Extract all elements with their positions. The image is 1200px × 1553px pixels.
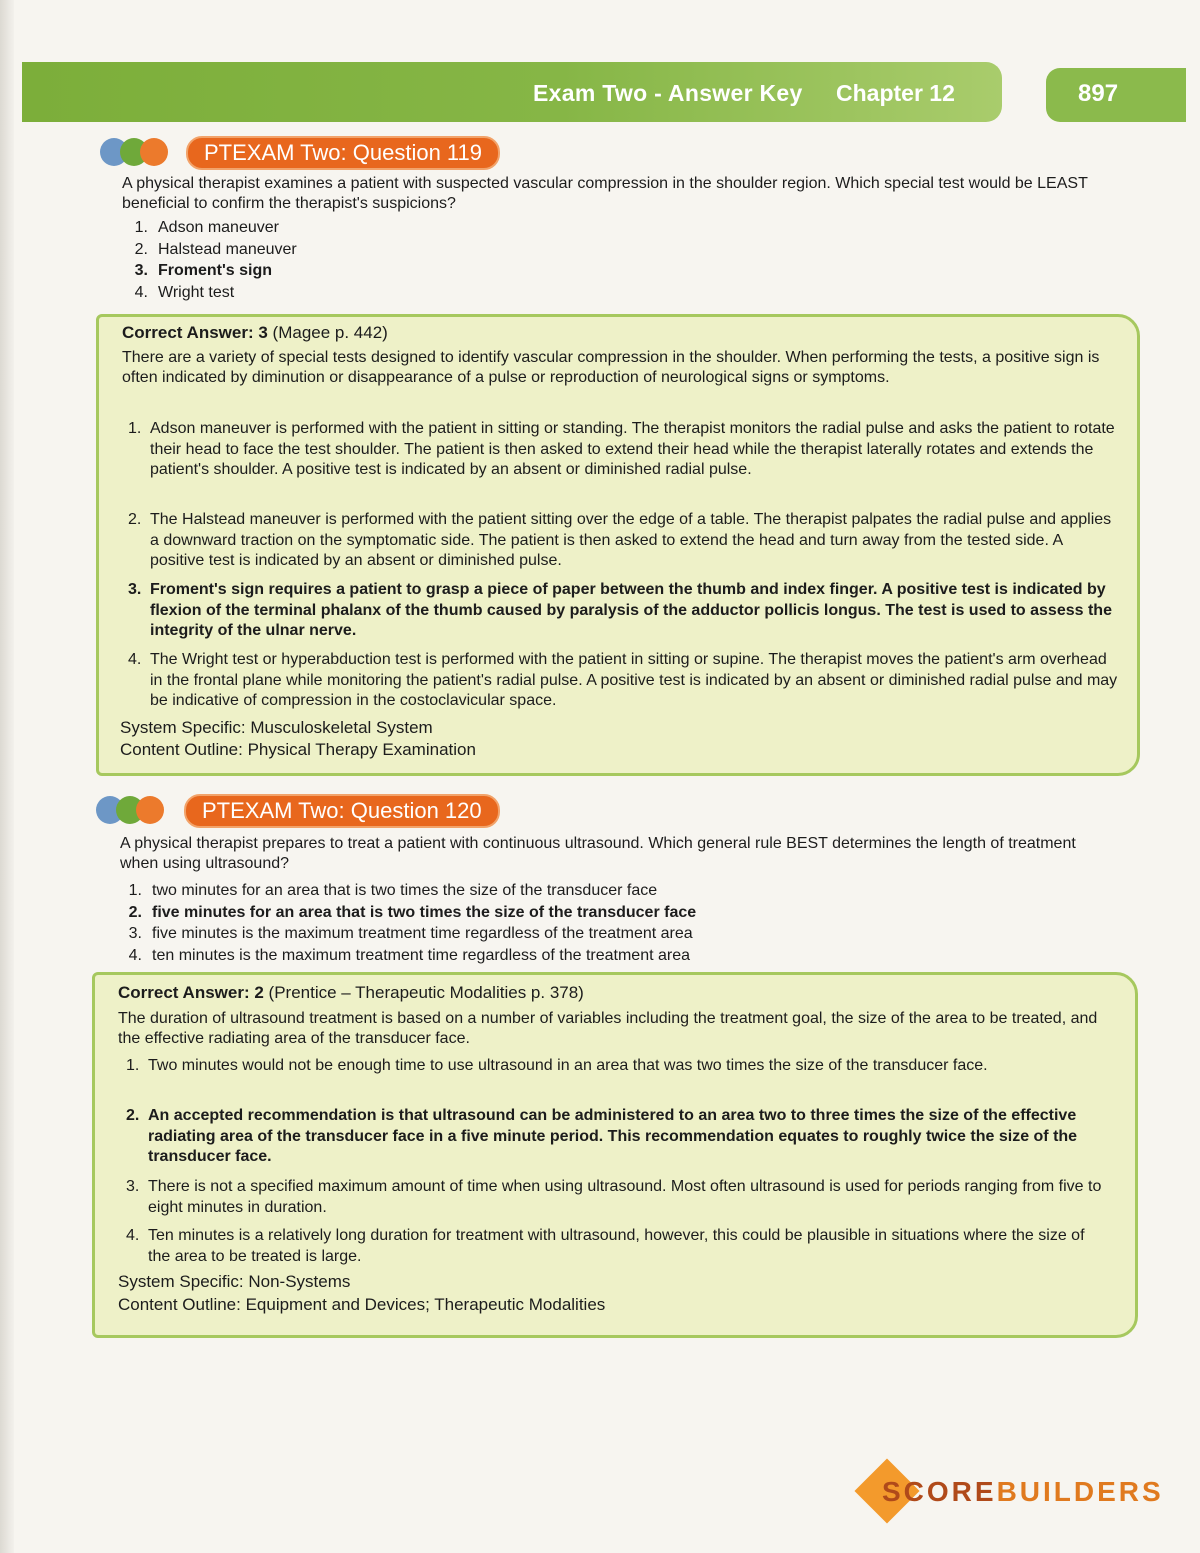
question-119-options: [122, 217, 297, 303]
explanation-item: 4. Ten minutes is a relatively long duration for treatment with ultrasound, however, this could be plausible in situations where the size of the area to be treated is large.: [126, 1227, 1085, 1265]
explanation-item: 4. The Wright test or hyperabduction test is performed with the patient in sitting or supine. The therapist moves the patient's arm overhead in the frontal plane while monitoring the patient's radial pulse. A positive test is indicated by an absent or diminished radial pulse and may be indicative of compression in the costoclavicular space.: [128, 651, 1118, 709]
question-120-options: [116, 880, 696, 966]
option-correct: 2. five minutes for an area that is two times the size of the transducer face: [128, 903, 697, 921]
page-number: 897: [1078, 80, 1119, 107]
explanation-item: 3. There is not a specified maximum amount of time when using ultrasound. Most often ultrasound is used for periods ranging from five to eight minutes in duration.: [126, 1178, 1102, 1216]
explanation-item: 2. The Halstead maneuver is performed with the patient sitting over the edge of a table. The therapist palpates the radial pulse and applies a downward traction on the symptomatic side. The patient is then asked to extend the head and turn away from the tested side. A positive test is indicated by an absent or diminished pulse.: [128, 511, 1112, 569]
question-dots-icon: [100, 136, 180, 166]
system-specific-119: System Specific: Musculoskeletal System: [120, 718, 433, 737]
content-outline-120: Content Outline: Equipment and Devices; Therapeutic Modalities: [118, 1295, 606, 1314]
option: 3. five minutes is the maximum treatment time regardless of the treatment area: [128, 925, 693, 942]
option: 1. two minutes for an area that is two times the size of the transducer face: [128, 882, 658, 899]
question-119-stem: A physical therapist examines a patient with suspected vascular compression in the shoulder region. Which special test would be LEAST beneficial to confirm the therapist's suspicions?: [122, 175, 1088, 212]
option: 4. Wright test: [134, 283, 235, 301]
explanation-item: 1. Two minutes would not be enough time to use ultrasound in an area that was two times the size of the transducer face.: [126, 1057, 988, 1074]
explanation-item-correct: 2. An accepted recommendation is that ultrasound can be administered to an area two to three times the size of the effective radiating area of the transducer face in a five minute period. This recommendation equates to roughly twice the size of the transducer face.: [126, 1107, 1078, 1165]
system-specific-120: System Specific: Non-Systems: [118, 1272, 351, 1291]
explanation-item: 1. Adson maneuver is performed with the patient in sitting or standing. The therapist monitors the radial pulse and asks the patient to rotate their head to face the test shoulder. The patient is then asked to extend their head while the therapist laterally rotates and extends the patient's shoulder. A positive test is indicated by an absent or diminished radial pulse.: [128, 420, 1115, 478]
answer-120-heading: Correct Answer: 2 (Prentice – Therapeutic Modalities p. 378): [118, 983, 584, 1002]
answer-119-intro: There are a variety of special tests designed to identify vascular compression in the shoulder. When performing the tests, a positive sign is often indicated by diminution or disappearance of a pulse or reproduction of neurological signs or symptoms.: [122, 349, 1100, 386]
question-119-label: PTEXAM Two: Question 119: [186, 136, 500, 170]
option: 1. Adson maneuver: [134, 219, 279, 236]
page-binding-edge: [0, 0, 14, 1553]
logo-text: SCOREBUILDERS: [882, 1476, 1164, 1507]
answer-119-heading: Correct Answer: 3 (Magee p. 442): [122, 323, 388, 342]
scorebuilders-logo: [862, 1462, 1164, 1522]
option: 4. ten minutes is the maximum treatment time regardless of the treatment area: [128, 946, 691, 964]
question-dots-icon: [96, 794, 176, 824]
option-correct: 3. Froment's sign: [134, 262, 273, 279]
header-chapter: Chapter 12: [836, 80, 955, 106]
option: 2. Halstead maneuver: [134, 240, 297, 258]
question-120-stem: A physical therapist prepares to treat a patient with continuous ultrasound. Which general rule BEST determines the length of treatment when using ultrasound?: [120, 835, 1076, 872]
header-title: Exam Two - Answer Key: [533, 80, 803, 106]
question-120-label: PTEXAM Two: Question 120: [184, 794, 500, 828]
content-outline-119: Content Outline: Physical Therapy Examination: [120, 740, 476, 759]
answer-120-intro: The duration of ultrasound treatment is based on a number of variables including the treatment goal, the size of the area to be treated, and the effective radiating area of the transducer face.: [118, 1010, 1098, 1047]
explanation-item-correct: 3. Froment's sign requires a patient to grasp a piece of paper between the thumb and index finger. A positive test is indicated by flexion of the terminal phalanx of the thumb caused by paralysis of the adductor pollicis longus. The test is used to assess the integrity of the ulnar nerve.: [128, 581, 1112, 639]
